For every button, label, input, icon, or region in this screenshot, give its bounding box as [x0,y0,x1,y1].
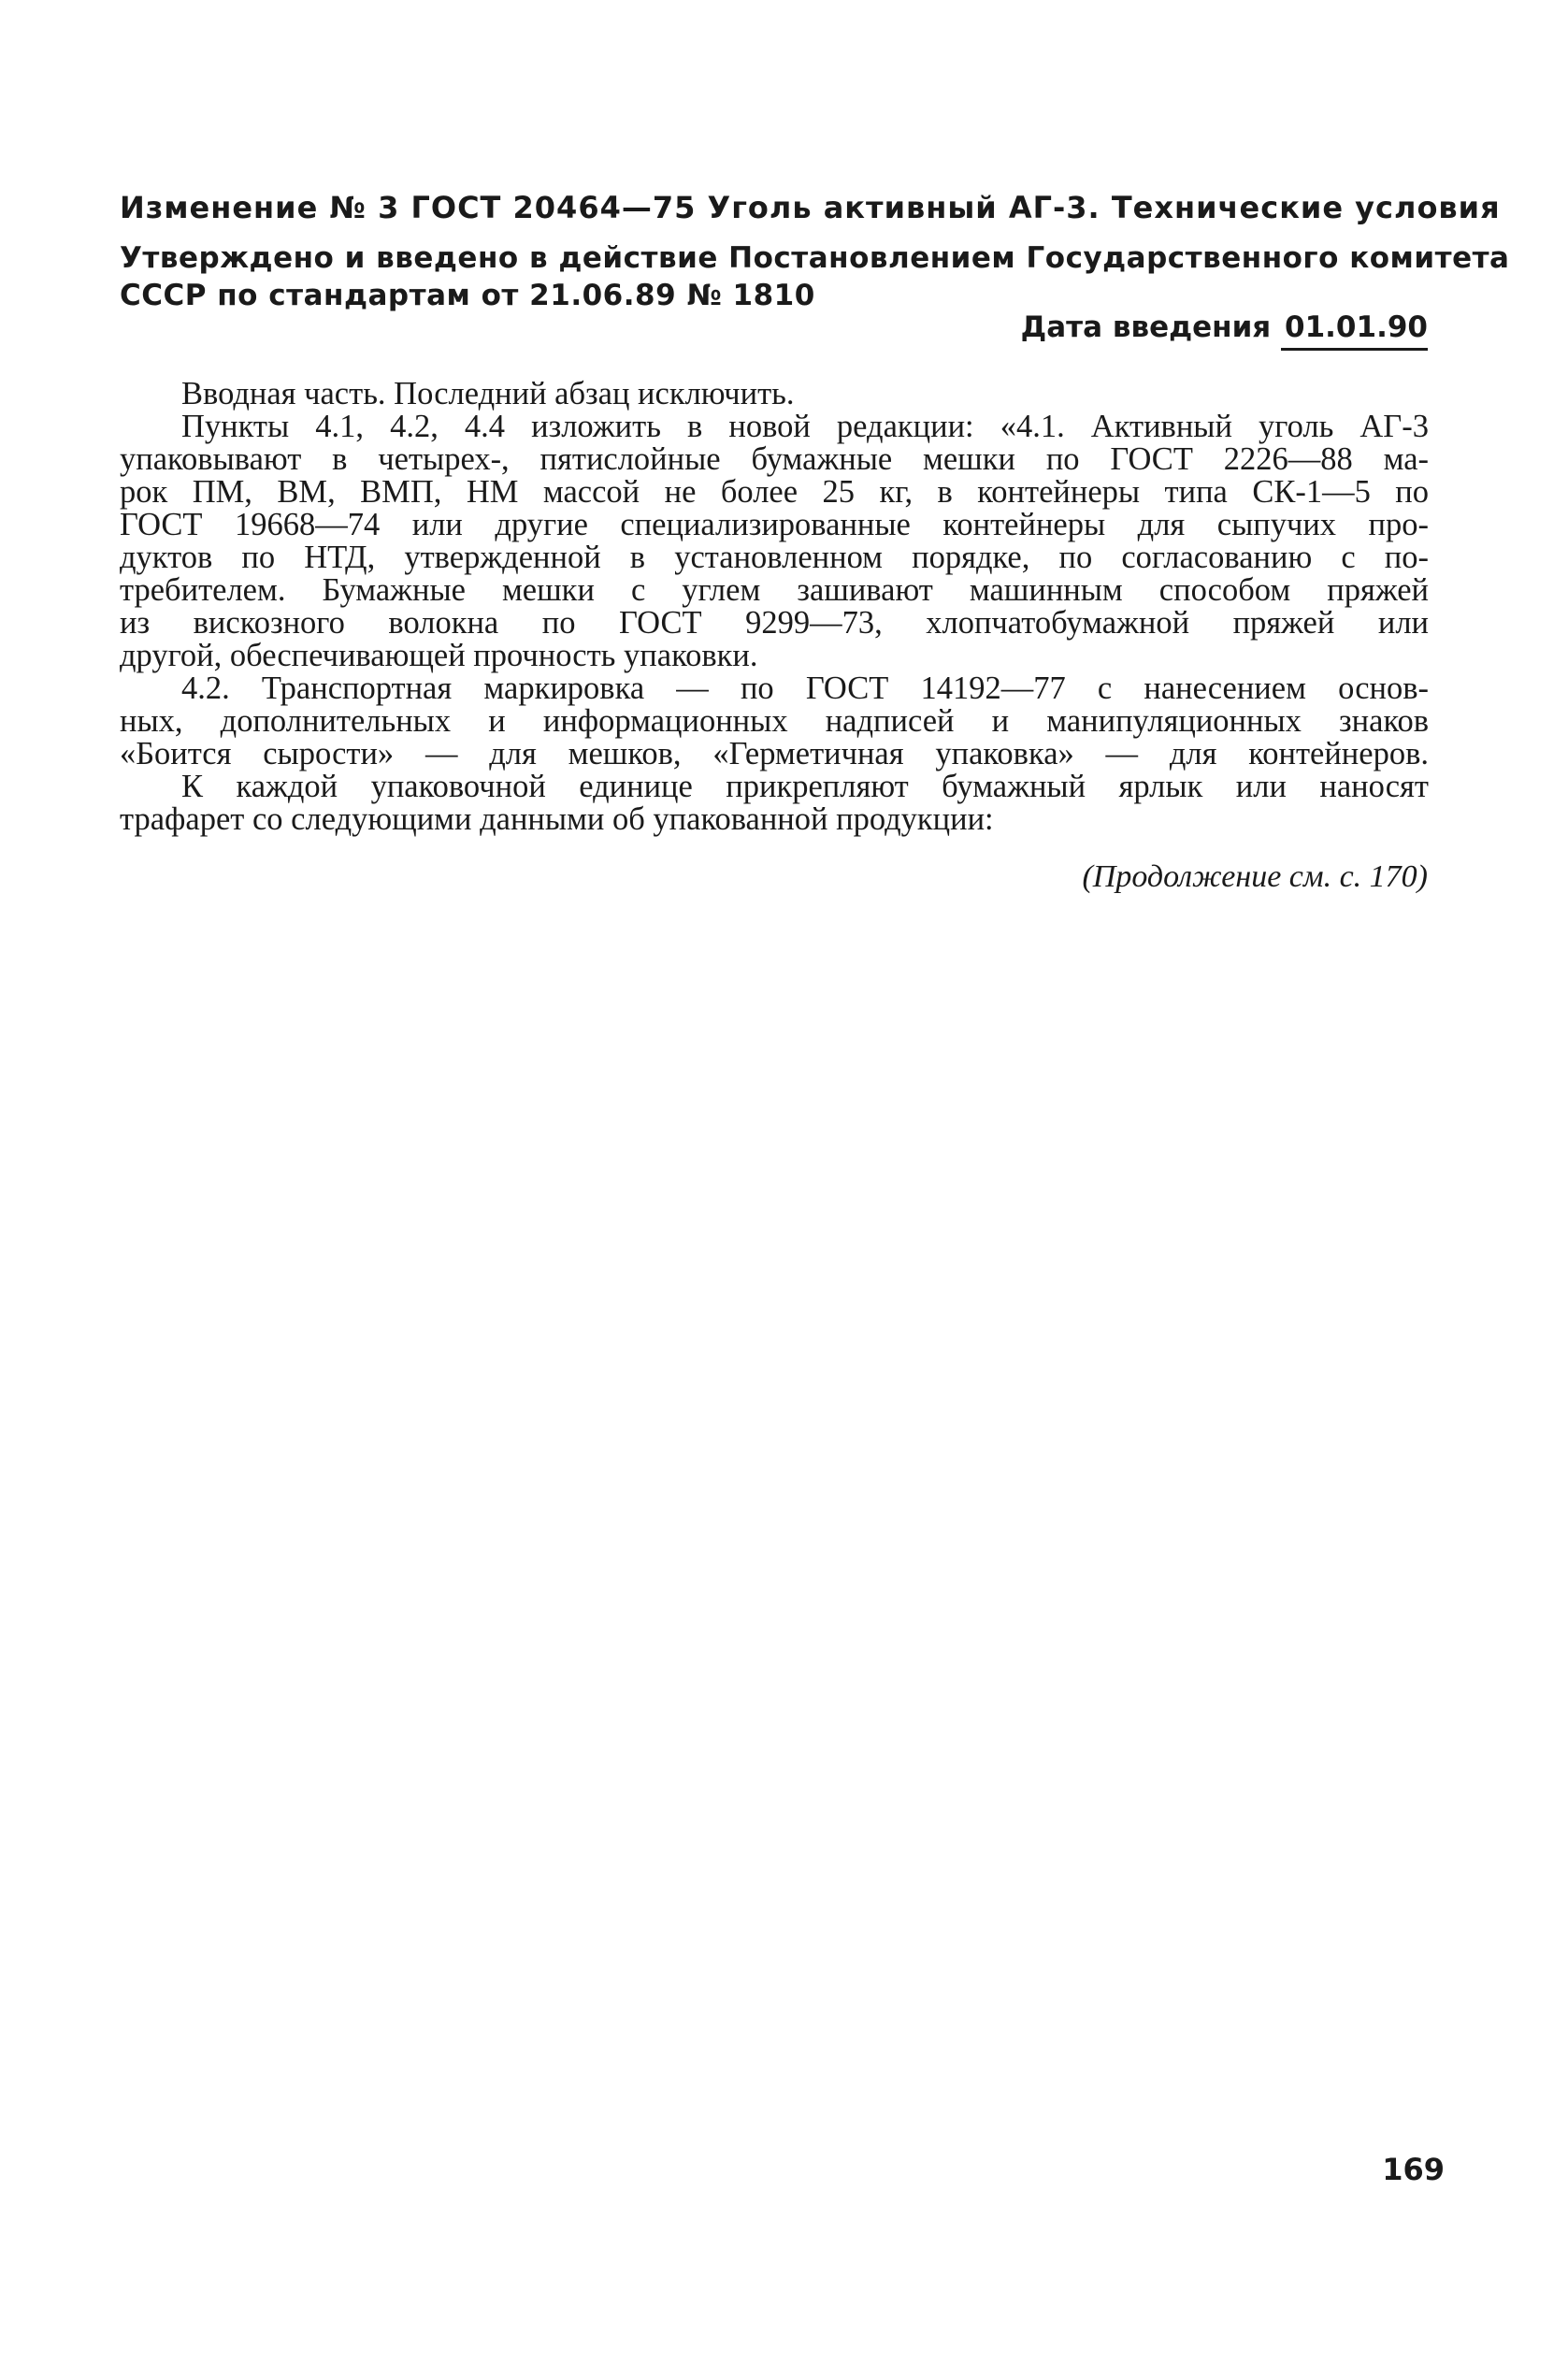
text-line: ГОСТ 19668—74 или другие специализированные контейнеры для сыпучих про- [120,507,1429,542]
text-line: «Боится сырости» — для мешков, «Герметичная упаковка» — для контейнеров. [120,736,1429,771]
approval-line: СССР по стандартам от 21.06.89 № 1810 [120,279,815,312]
text-line: трафарет со следующими данными об упакованной продукции: [120,801,994,837]
approval-line: Утверждено и введено в действие Постановлением Государственного комитета [120,241,1510,275]
intro-date-value: 01.01.90 [1281,309,1428,351]
paragraph-marking [120,672,1429,771]
text-line: другой, обеспечивающей прочность упаковки. [120,638,758,673]
text-line: ных, дополнительных и информационных надписей и манипуляционных знаков [120,703,1429,739]
text-line: требителем. Бумажные мешки с углем зашивают машинным способом пряжей [120,572,1429,608]
paragraph-intro [120,378,1429,411]
paragraph-label [120,771,1429,836]
intro-date-label: Дата введения [1020,310,1272,344]
paragraph-items [120,411,1429,672]
text-line: рок ПМ, ВМ, ВМП, НМ массой не более 25 кг, в контейнеры типа СК-1—5 по [120,474,1429,510]
text-line: Пункты 4.1, 4.2, 4.4 изложить в новой редакции: «4.1. Активный уголь АГ-3 [181,409,1429,444]
intro-date [1021,309,1428,351]
continuation-note: (Продолжение см. с. 170) [1082,859,1428,894]
text-line: 4.2. Транспортная маркировка — по ГОСТ 14192—77 с нанесением основ- [181,670,1429,706]
body-text [120,378,1429,836]
text-line: К каждой упаковочной единице прикрепляют бумажный ярлык или наносят [181,769,1429,804]
text-line: Вводная часть. Последний абзац исключить. [181,376,795,411]
approval-statement [120,239,1510,314]
text-line: дуктов по НТД, утвержденной в установленном порядке, по согласованию с по- [120,540,1429,575]
text-line: из вискозного волокна по ГОСТ 9299—73, хлопчатобумажной пряжей или [120,605,1429,641]
document-title: Изменение № 3 ГОСТ 20464—75 Уголь активный АГ-3. Технические условия [120,190,1501,225]
text-line: упаковывают в четырех-, пятислойные бумажные мешки по ГОСТ 2226—88 ма- [120,441,1429,477]
page-number: 169 [1382,2152,1445,2187]
